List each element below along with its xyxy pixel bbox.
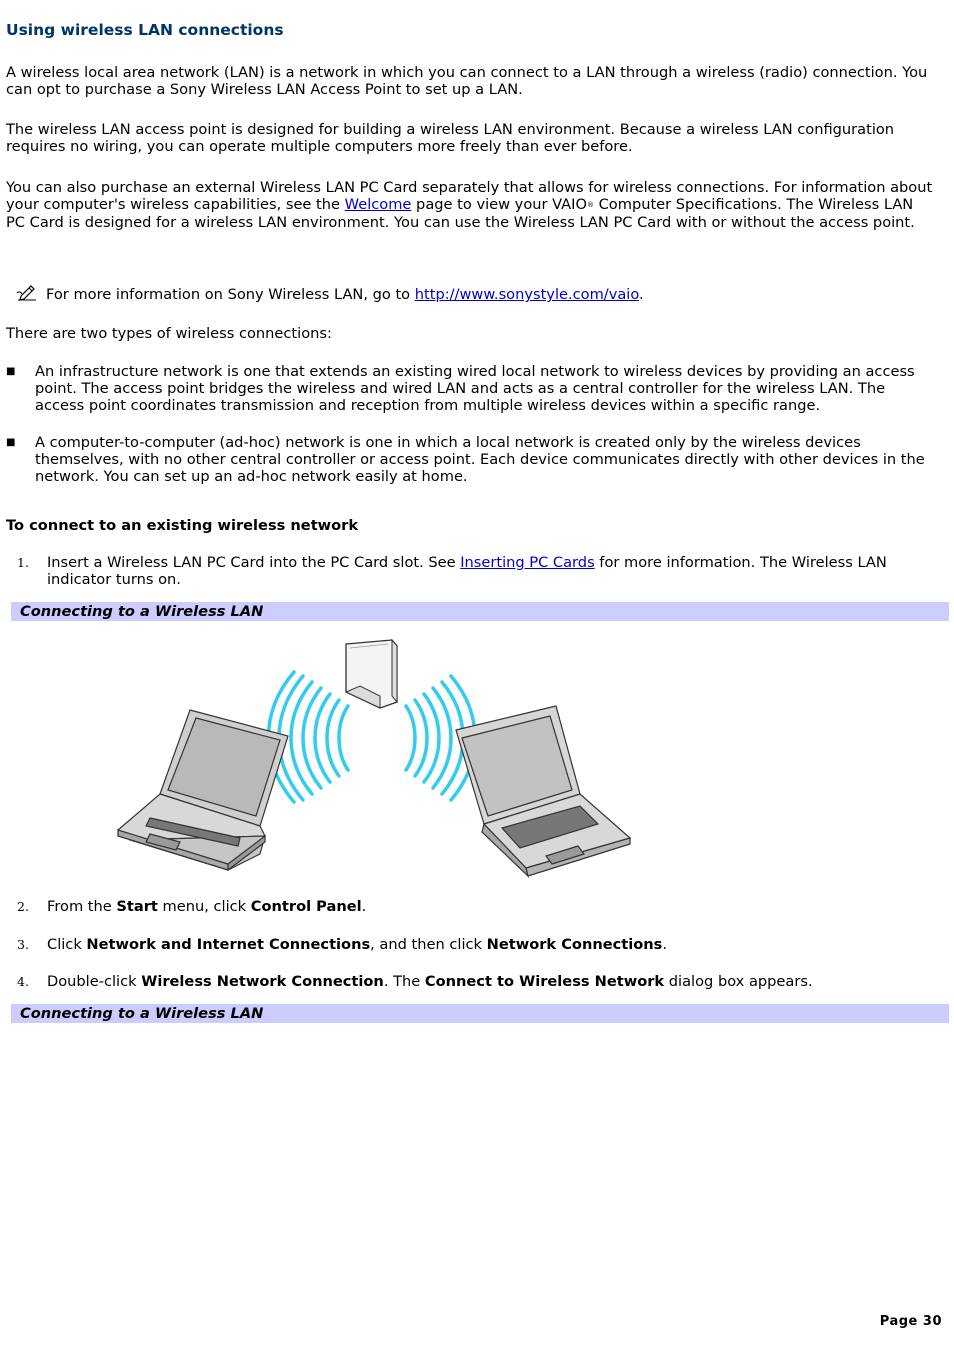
intro-paragraph: A wireless local area network (LAN) is a network in which you can connect to a LAN through a wireless (radio) connection. You can opt to purchase a Sony Wireless LAN Access Point to set up a LAN. [6,64,928,98]
bullet-text: An infrastructure network is one that extends an existing wired local network to wireless devices by providing an access point. The access point bridges the wireless and wired LAN and acts as a central controller for the wireless LAN. The access point coordinates transmission and reception from multiple wireless devices within a specific range. [35,363,915,414]
note-end: . [639,286,644,303]
step4-a: Double-click [47,973,142,990]
step2-e: . [361,898,367,915]
pc-card-text-1: You can also purchase an external Wireless LAN PC Card separately that allows for wireless connections. For information about your computer's wireless capabilities, see the [6,179,933,213]
step1-text-2: for more information. The Wireless LAN indicator turns on. [47,554,887,588]
network-internet-label: Network and Internet Connections [86,936,371,953]
access-point-paragraph: The wireless LAN access point is designed for building a wireless LAN environment. Because a wireless LAN configuration requires no wiring, you can operate multiple computers more freely than ever before. [6,121,895,155]
types-intro: There are two types of wireless connections: [6,325,332,342]
wireless-connection-label: Wireless Network Connection [141,973,384,990]
registered-mark: ® [586,201,594,209]
square-bullet-icon: ■ [6,366,16,377]
welcome-link[interactable]: Welcome [344,196,412,213]
square-bullet-icon: ■ [6,437,16,448]
bullet-text: A computer-to-computer (ad-hoc) network is one in which a local network is created only by the wireless devices themselves, with no other central controller or access point. Each device communicates directly with other devices in the network. You can set up an ad-hoc network easily at home. [35,434,925,485]
step-number: 2. [17,899,29,914]
step-number: 1. [17,555,29,570]
step3-a: Click [47,936,87,953]
control-panel-label: Control Panel [250,898,362,915]
note-text: For more information on Sony Wireless LAN, go to [46,286,415,303]
step-text [47,936,927,953]
page-title: Using wireless LAN connections [6,21,284,39]
step-text [47,898,927,915]
step-text [47,554,927,588]
connect-dialog-label: Connect to Wireless Network [424,973,665,990]
step2-c: menu, click [157,898,251,915]
page-number: Page 30 [879,1314,942,1329]
right-laptop-icon [456,706,630,876]
pc-card-text-2: page to view your VAIO [411,196,587,213]
step-number: 3. [17,937,29,952]
start-menu-label: Start [116,898,158,915]
procedure-heading: To connect to an existing wireless network [6,517,359,534]
step-number: 4. [17,974,29,989]
step4-c: . The [383,973,425,990]
note-line [16,284,936,303]
pencil-note-icon [16,284,40,302]
step-text [47,973,927,990]
pc-card-text-3: Computer Specifications. The Wireless LAN PC Card is designed for a wireless LAN environment. You can use the Wireless LAN PC Card with or without the access point. [6,196,915,231]
step1-text-1: Insert a Wireless LAN PC Card into the PC Card slot. See [47,554,461,571]
wireless-lan-illustration [110,634,640,884]
access-point-icon [346,640,397,708]
step4-e: dialog box appears. [664,973,813,990]
figure-caption: Connecting to a Wireless LAN [11,602,949,621]
figure-caption: Connecting to a Wireless LAN [11,1004,949,1023]
sonystyle-link[interactable]: http://www.sonystyle.com/vaio [414,286,640,303]
network-connections-label: Network Connections [486,936,663,953]
pc-card-paragraph [6,179,936,231]
step2-a: From the [47,898,117,915]
step3-c: , and then click [370,936,487,953]
left-laptop-icon [118,710,288,870]
inserting-pc-cards-link[interactable]: Inserting PC Cards [460,554,595,571]
step3-e: . [662,936,667,953]
